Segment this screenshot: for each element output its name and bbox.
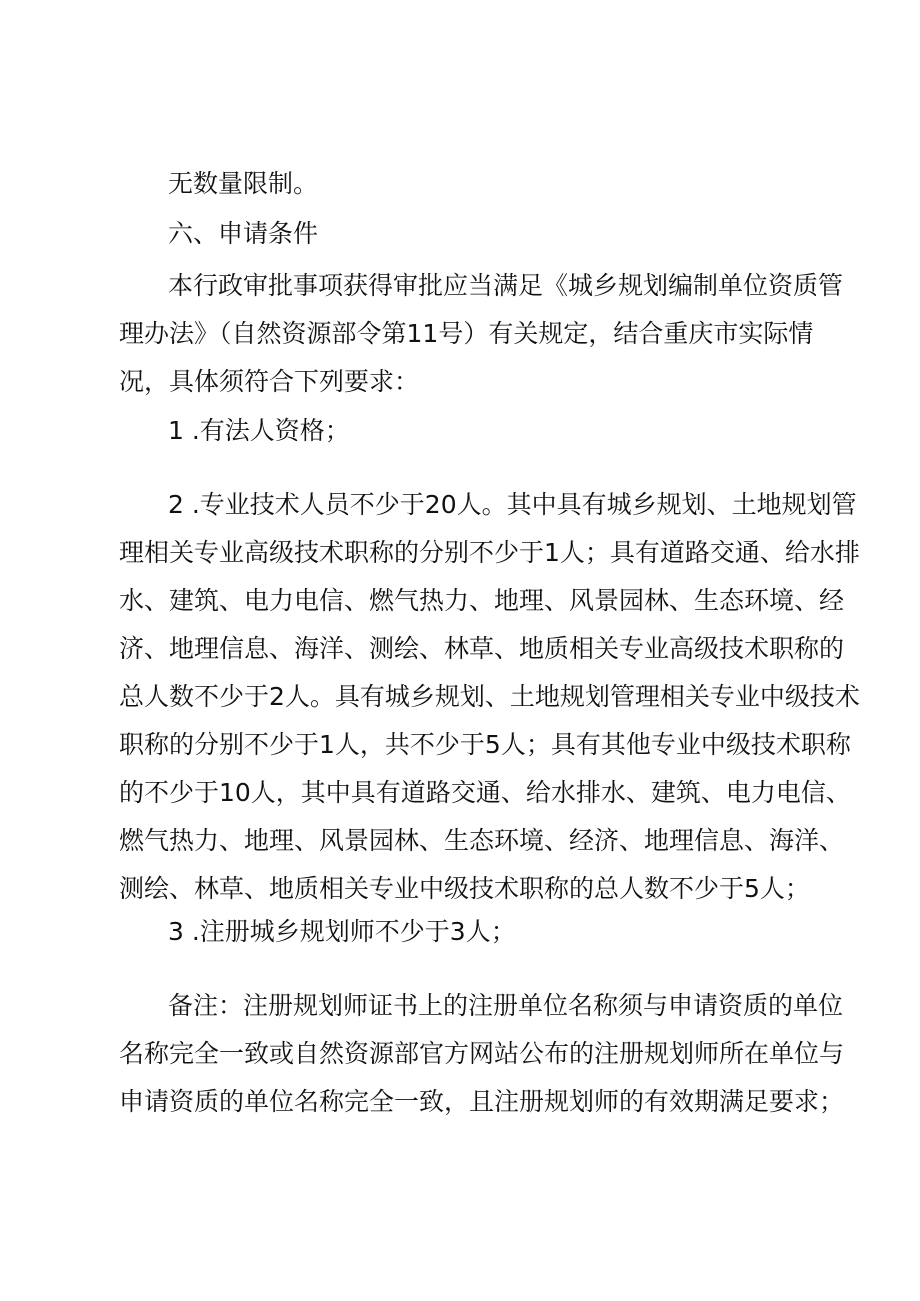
note-line: 名称完全一致或自然资源部官方网站公布的注册规划师所在单位与	[119, 1039, 845, 1068]
text-line: 无数量限制。	[168, 169, 319, 198]
text-line: 本行政审批事项获得审批应当满足《城乡规划编制单位资质管	[168, 271, 844, 300]
text-line: 的不少于10人，其中具有道路交通、给水排水、建筑、电力电信、	[119, 778, 851, 807]
text-line: 职称的分别不少于1人，共不少于5人；具有其他专业中级技术职称	[119, 730, 851, 759]
text-line: 济、地理信息、海洋、测绘、林草、地质相关专业高级技术职称的	[119, 634, 845, 663]
text-line: 燃气热力、地理、风景园林、生态环境、经济、地理信息、海洋、	[119, 826, 845, 855]
note-line: 备注：注册规划师证书上的注册单位名称须与申请资质的单位	[168, 991, 844, 1020]
list-item-1: 1 .有法人资格；	[168, 416, 350, 445]
text-line: 理相关专业高级技术职称的分别不少于1人；具有道路交通、给水排	[119, 538, 860, 567]
text-line: 理办法》（自然资源部令第11号）有关规定，结合重庆市实际情	[119, 319, 814, 348]
text-line: 水、建筑、电力电信、燃气热力、地理、风景园林、生态环境、经	[119, 586, 845, 615]
list-item-3: 3 .注册城乡规划师不少于3人；	[168, 917, 516, 946]
note-line: 申请资质的单位名称完全一致，且注册规划师的有效期满足要求；	[119, 1087, 845, 1116]
section-heading: 六、申请条件	[168, 219, 319, 248]
text-line: 测绘、林草、地质相关专业中级技术职称的总人数不少于5人；	[119, 874, 810, 903]
text-line: 总人数不少于2人。具有城乡规划、土地规划管理相关专业中级技术	[119, 682, 860, 711]
list-item-2: 2 .专业技术人员不少于20人。其中具有城乡规划、土地规划管	[168, 490, 857, 519]
text-line: 况，具体须符合下列要求：	[119, 367, 420, 396]
